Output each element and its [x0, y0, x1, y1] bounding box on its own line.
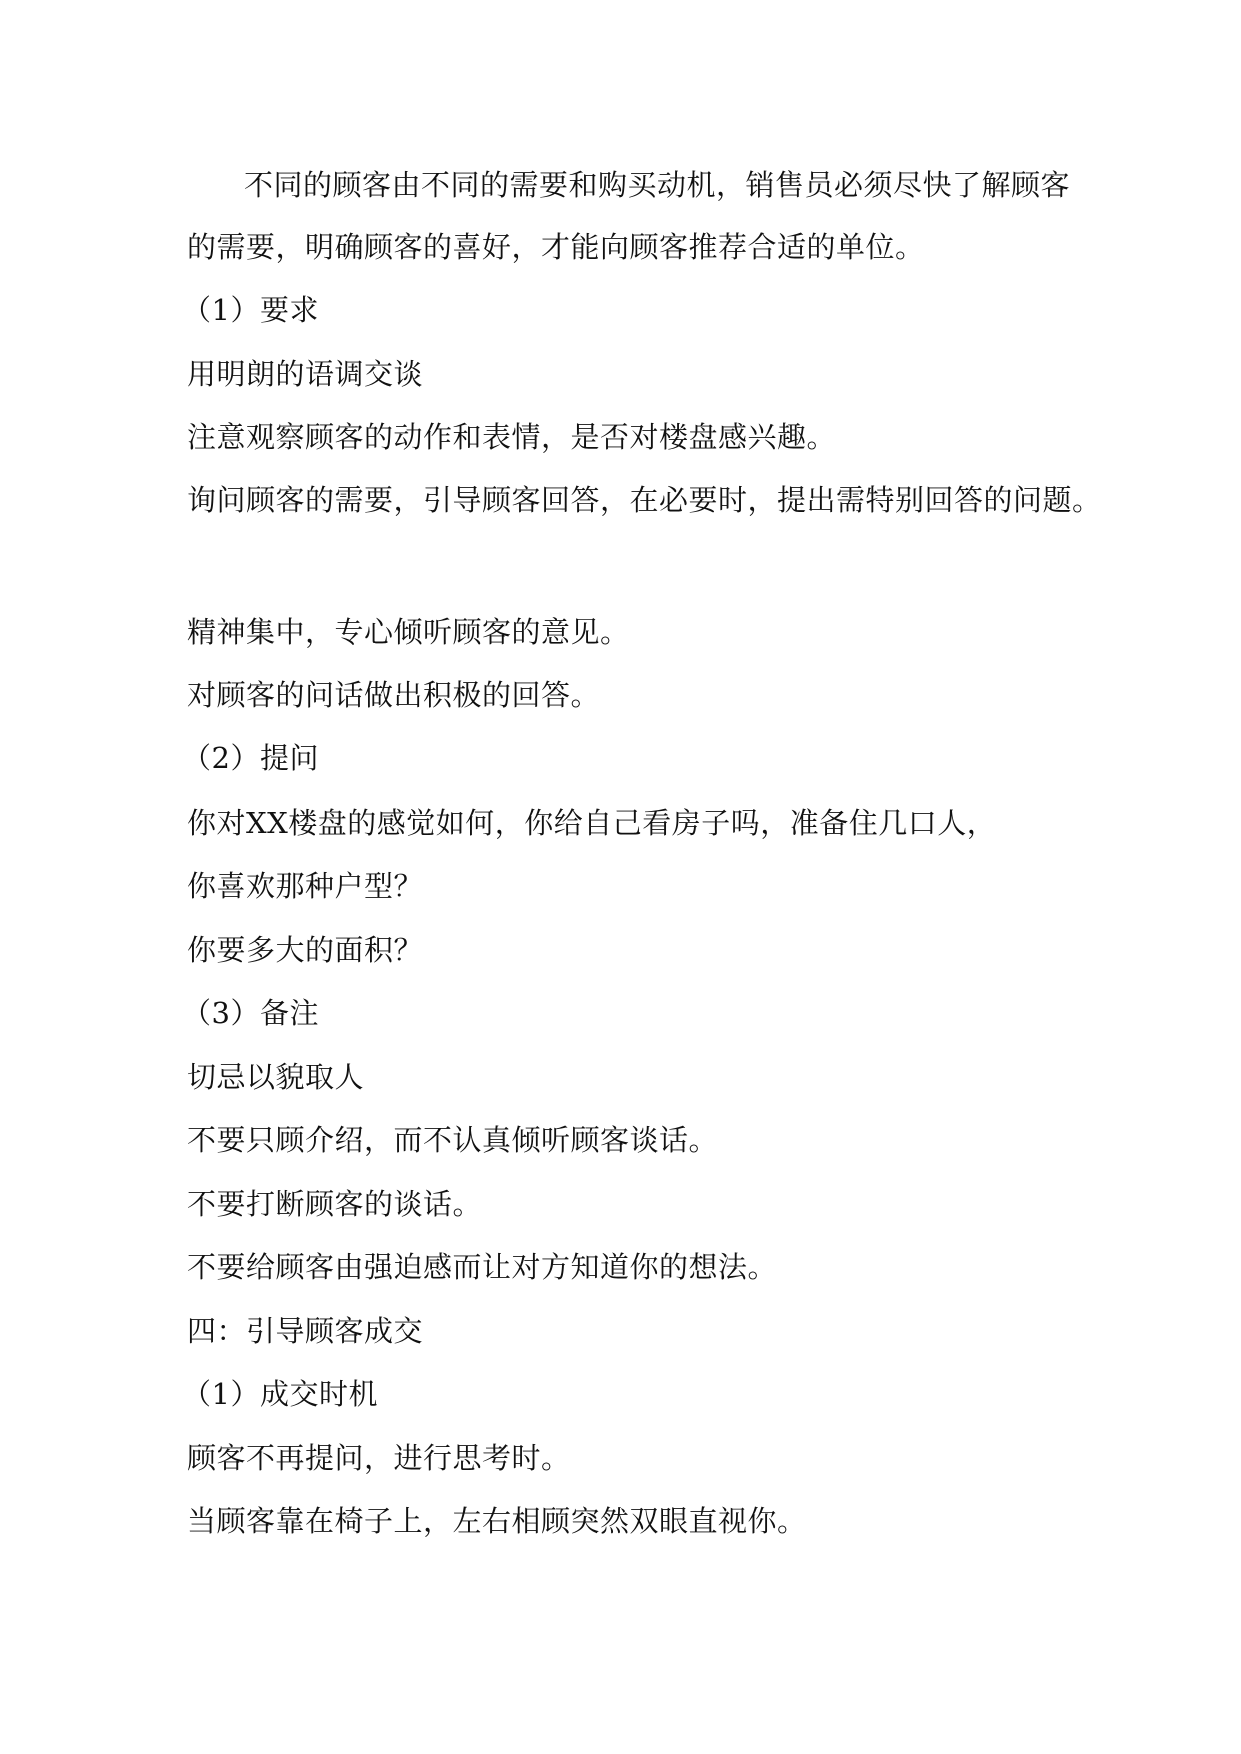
list-item: 不要只顾介绍，而不认真倾听顾客谈话。 [187, 1123, 719, 1157]
section-heading-notes: （3）备注 [182, 996, 319, 1030]
section-heading-closing: 四：引导顾客成交 [187, 1314, 424, 1348]
list-item: 用明朗的语调交谈 [187, 357, 424, 391]
paragraph-line-1: 不同的顾客由不同的需要和购买动机，销售员必须尽快了解顾客 [244, 168, 1071, 202]
paragraph-line-2: 的需要，明确顾客的喜好，才能向顾客推荐合适的单位。 [187, 230, 925, 264]
list-item: 你喜欢那种户型？ [187, 869, 424, 903]
list-item: 注意观察顾客的动作和表情，是否对楼盘感兴趣。 [187, 420, 837, 454]
list-item: 顾客不再提问，进行思考时。 [187, 1441, 571, 1475]
list-item: 询问顾客的需要，引导顾客回答，在必要时，提出需特别回答的问题。 [187, 483, 1102, 517]
section-heading-questions: （2）提问 [182, 741, 319, 775]
list-item: 精神集中，专心倾听顾客的意见。 [187, 615, 630, 649]
section-heading-timing: （1）成交时机 [182, 1377, 378, 1411]
list-item: 你要多大的面积？ [187, 933, 424, 967]
list-item: 不要打断顾客的谈话。 [187, 1187, 483, 1221]
list-item: 当顾客靠在椅子上，左右相顾突然双眼直视你。 [187, 1504, 807, 1538]
section-heading-requirements: （1）要求 [182, 293, 319, 327]
list-item: 你对XX楼盘的感觉如何，你给自己看房子吗，准备住几口人， [187, 806, 997, 840]
list-item: 不要给顾客由强迫感而让对方知道你的想法。 [187, 1250, 778, 1284]
list-item: 对顾客的问话做出积极的回答。 [187, 678, 601, 712]
list-item: 切忌以貌取人 [187, 1060, 365, 1094]
